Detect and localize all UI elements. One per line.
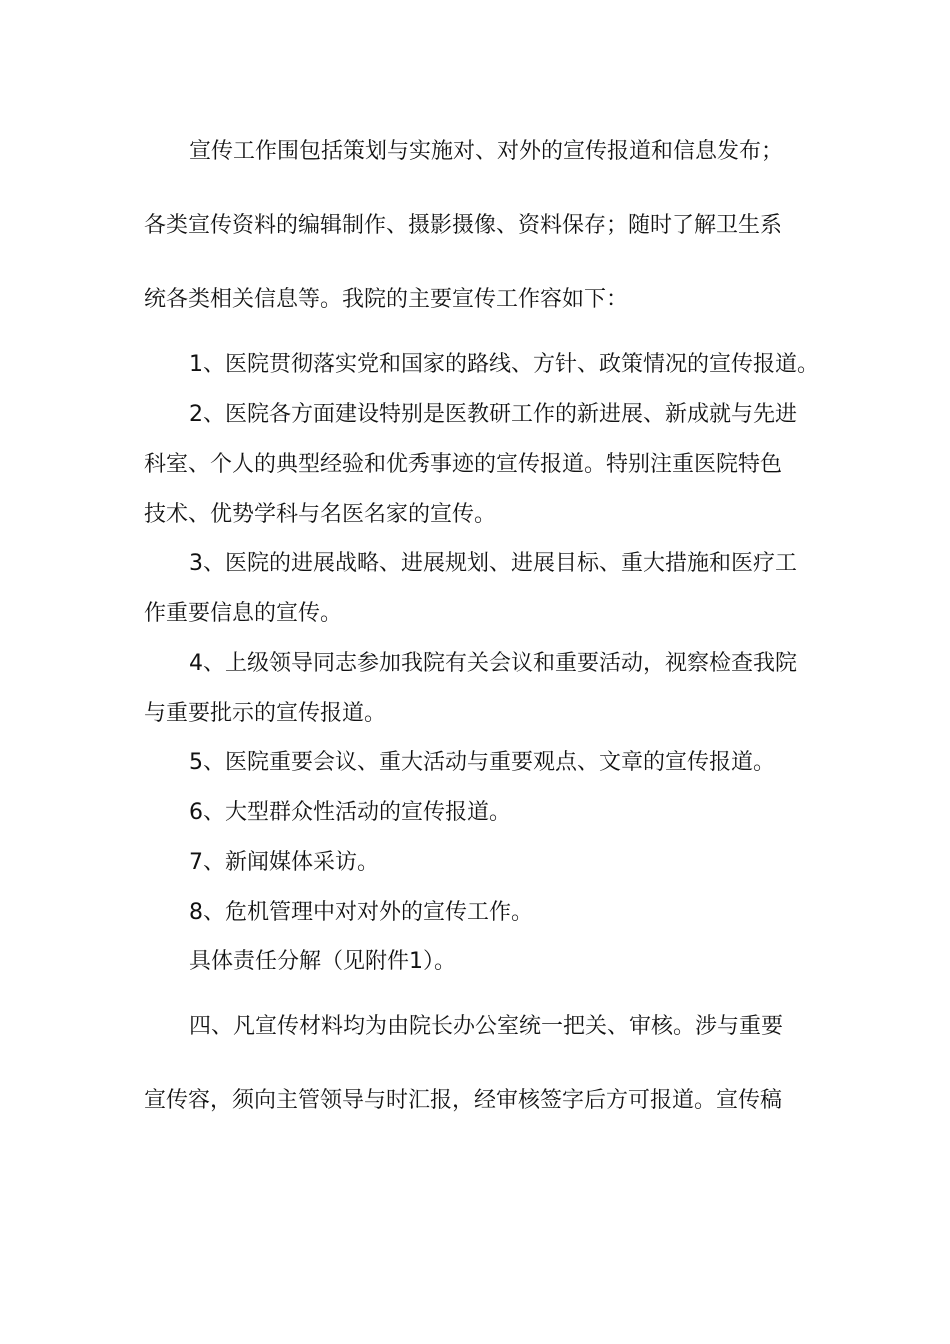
list-item-line: 2、医院各方面建设特别是医教研工作的新进展、新成就与先进 — [189, 402, 797, 427]
list-item-line: 技术、优势学科与名医名家的宣传。 — [144, 502, 497, 527]
paragraph-line: 各类宣传资料的编辑制作、摄影摄像、资料保存；随时了解卫生系 — [144, 213, 783, 238]
list-item-line: 8、危机管理中对对外的宣传工作。 — [189, 900, 533, 925]
list-item-line: 作重要信息的宣传。 — [144, 601, 343, 626]
paragraph-line: 四、凡宣传材料均为由院长办公室统一把关、审核。涉与重要 — [189, 1014, 784, 1039]
list-item-line: 1、医院贯彻落实党和国家的路线、方针、政策情况的宣传报道。 — [189, 352, 819, 377]
paragraph-line: 宣传工作围包括策划与实施对、对外的宣传报道和信息发布； — [189, 139, 784, 164]
list-item-line: 4、上级领导同志参加我院有关会议和重要活动，视察检查我院 — [189, 651, 797, 676]
list-item-line: 3、医院的进展战略、进展规划、进展目标、重大措施和医疗工 — [189, 551, 797, 576]
list-item-line: 5、医院重要会议、重大活动与重要观点、文章的宣传报道。 — [189, 750, 775, 775]
paragraph-line: 具体责任分解（见附件1）。 — [189, 949, 456, 974]
list-item-line: 6、大型群众性活动的宣传报道。 — [189, 800, 511, 825]
list-item-line: 7、新闻媒体采访。 — [189, 850, 379, 875]
list-item-line: 与重要批示的宣传报道。 — [144, 701, 387, 726]
list-item-line: 科室、个人的典型经验和优秀事迹的宣传报道。特别注重医院特色 — [144, 452, 783, 477]
paragraph-line: 宣传容，须向主管领导与时汇报，经审核签字后方可报道。宣传稿 — [144, 1088, 783, 1113]
paragraph-line: 统各类相关信息等。我院的主要宣传工作容如下： — [144, 287, 629, 312]
